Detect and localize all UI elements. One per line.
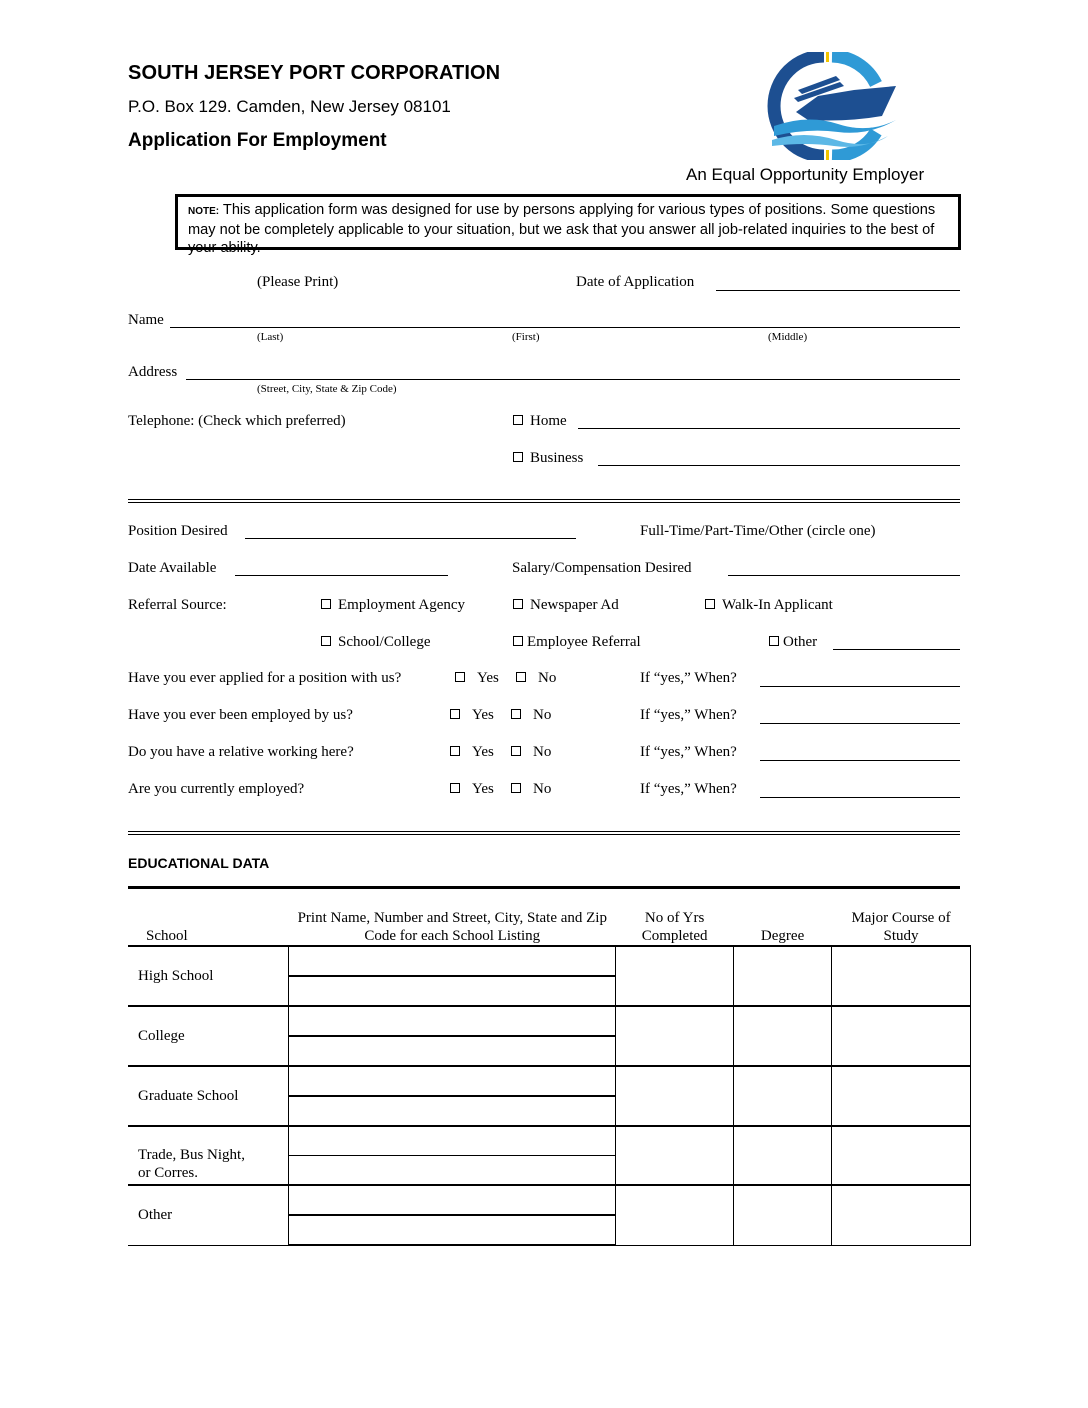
- years-completed-cell[interactable]: [616, 1066, 734, 1126]
- answer-no-option[interactable]: [511, 744, 551, 761]
- degree-cell[interactable]: [734, 1185, 832, 1245]
- logo-ship-hull: [796, 86, 896, 121]
- education-row-college: [128, 1006, 971, 1036]
- column-header-years: No of Yrs Completed: [616, 905, 734, 946]
- checkbox-icon[interactable]: [513, 636, 523, 646]
- checkbox-icon[interactable]: [511, 709, 521, 719]
- education-header-row: [128, 905, 971, 946]
- school-address-line1[interactable]: [289, 1006, 616, 1036]
- yes-label: Yes: [477, 670, 499, 686]
- checkbox-icon[interactable]: [511, 746, 521, 756]
- ship-logo-icon: [758, 52, 898, 160]
- telephone-business-label: Business: [530, 450, 584, 466]
- checkbox-icon[interactable]: [516, 672, 526, 682]
- referral-option-label: School/College: [338, 634, 431, 650]
- address-field[interactable]: [186, 379, 960, 380]
- question-currently-employed: Are you currently employed?: [128, 781, 305, 797]
- if-yes-when-label: If “yes,” When?: [640, 781, 737, 797]
- checkbox-icon[interactable]: [450, 746, 460, 756]
- answer-yes-option[interactable]: [450, 707, 494, 724]
- answer-yes-option[interactable]: [450, 781, 494, 798]
- yes-label: Yes: [472, 707, 494, 723]
- school-address-line1[interactable]: [289, 1126, 616, 1156]
- section-divider: [128, 831, 960, 835]
- question-employed-before: Have you ever been employed by us?: [128, 707, 353, 723]
- answer-no-option[interactable]: [516, 670, 556, 687]
- column-header-degree: Degree: [734, 905, 832, 946]
- question-applied-before: Have you ever applied for a position with us?: [128, 670, 402, 686]
- school-address-line2[interactable]: [289, 1215, 616, 1245]
- salary-field[interactable]: [728, 575, 960, 576]
- school-address-line1[interactable]: [289, 1066, 616, 1096]
- school-type-label: High School: [128, 946, 289, 1006]
- no-label: No: [533, 707, 552, 723]
- section-divider: [128, 499, 960, 503]
- date-available-label: Date Available: [128, 560, 217, 576]
- name-label: Name: [128, 312, 164, 328]
- checkbox-icon[interactable]: [769, 636, 779, 646]
- referral-newspaper-ad[interactable]: [513, 597, 619, 614]
- checkbox-icon[interactable]: [513, 415, 523, 425]
- company-name: SOUTH JERSEY PORT CORPORATION: [128, 62, 501, 84]
- school-type-label: College: [128, 1006, 289, 1066]
- checkbox-icon[interactable]: [513, 452, 523, 462]
- referral-school-college[interactable]: [321, 634, 431, 651]
- date-of-application-field[interactable]: [716, 290, 960, 291]
- if-yes-when-label: If “yes,” When?: [640, 670, 737, 686]
- telephone-business-option[interactable]: [513, 450, 583, 467]
- years-completed-cell[interactable]: [616, 1185, 734, 1245]
- position-desired-label: Position Desired: [128, 523, 228, 539]
- no-label: No: [538, 670, 557, 686]
- when-field[interactable]: [760, 686, 960, 687]
- major-cell[interactable]: [832, 1126, 971, 1185]
- years-completed-cell[interactable]: [616, 1126, 734, 1185]
- referral-option-label: Employment Agency: [338, 597, 466, 613]
- degree-cell[interactable]: [734, 1006, 832, 1066]
- telephone-home-label: Home: [530, 413, 567, 429]
- column-header-address: Print Name, Number and Street, City, State and Zip Code for each School Listing: [289, 905, 616, 946]
- answer-yes-option[interactable]: [455, 670, 499, 687]
- major-cell[interactable]: [832, 1185, 971, 1245]
- form-title: Application For Employment: [128, 130, 387, 151]
- yes-label: Yes: [472, 744, 494, 760]
- years-completed-cell[interactable]: [616, 1006, 734, 1066]
- referral-employment-agency[interactable]: [321, 597, 465, 614]
- answer-no-option[interactable]: [511, 781, 551, 798]
- years-completed-cell[interactable]: [616, 946, 734, 1006]
- when-field[interactable]: [760, 797, 960, 798]
- referral-option-label: Newspaper Ad: [530, 597, 619, 613]
- date-of-application-label: Date of Application: [576, 274, 695, 290]
- school-type-label: Graduate School: [128, 1066, 289, 1126]
- school-address-line2[interactable]: [289, 976, 616, 1006]
- column-header-school: School: [128, 905, 289, 946]
- major-cell[interactable]: [832, 1006, 971, 1066]
- checkbox-icon[interactable]: [321, 636, 331, 646]
- educational-data-heading: EDUCATIONAL DATA: [128, 855, 270, 871]
- checkbox-icon[interactable]: [455, 672, 465, 682]
- no-label: No: [533, 781, 552, 797]
- school-address-line1[interactable]: [289, 946, 616, 976]
- school-address-line2[interactable]: [289, 1156, 616, 1186]
- school-address-line2[interactable]: [289, 1096, 616, 1126]
- referral-other[interactable]: [769, 634, 817, 651]
- equal-opportunity-employer: An Equal Opportunity Employer: [686, 165, 925, 184]
- education-row-other: [128, 1185, 971, 1215]
- when-field[interactable]: [760, 760, 960, 761]
- education-table: [128, 905, 971, 1246]
- name-hint-last: (Last): [257, 331, 284, 343]
- checkbox-icon[interactable]: [450, 783, 460, 793]
- date-available-field[interactable]: [235, 575, 448, 576]
- checkbox-icon[interactable]: [705, 599, 715, 609]
- degree-cell[interactable]: [734, 1126, 832, 1185]
- address-hint: (Street, City, State & Zip Code): [257, 383, 397, 395]
- checkbox-icon[interactable]: [450, 709, 460, 719]
- telephone-home-field[interactable]: [578, 428, 960, 429]
- logo-accent-bottom: [826, 150, 829, 160]
- no-label: No: [533, 744, 552, 760]
- referral-option-label: Other: [783, 634, 818, 650]
- if-yes-when-label: If “yes,” When?: [640, 744, 737, 760]
- referral-option-label: Walk-In Applicant: [722, 597, 833, 613]
- telephone-label: Telephone: (Check which preferred): [128, 413, 346, 429]
- salary-label: Salary/Compensation Desired: [512, 560, 692, 576]
- note-box: [175, 194, 961, 256]
- referral-other-field[interactable]: [833, 649, 960, 650]
- column-header-major: Major Course of Study: [832, 905, 971, 946]
- school-type-label: Trade, Bus Night, or Corres.: [128, 1126, 289, 1185]
- name-hint-middle: (Middle): [768, 331, 808, 343]
- employment-type-label: Full-Time/Part-Time/Other (circle one): [640, 523, 876, 539]
- note-label: NOTE:: [188, 206, 220, 217]
- note-text: This application form was designed for use by persons applying for various types of positions. Some questions may not be completely applicable to your situation, but we ask that you answer all job-related inquiries to the best of your ability.: [188, 202, 936, 256]
- telephone-home-option[interactable]: [513, 413, 567, 430]
- answer-yes-option[interactable]: [450, 744, 494, 761]
- education-row-trade: [128, 1126, 971, 1156]
- education-row-high-school: [128, 946, 971, 976]
- position-desired-field[interactable]: [245, 538, 576, 539]
- question-relative-working: Do you have a relative working here?: [128, 744, 354, 760]
- education-row-graduate-school: [128, 1066, 971, 1096]
- answer-no-option[interactable]: [511, 707, 551, 724]
- major-cell[interactable]: [832, 946, 971, 1006]
- referral-employee-referral[interactable]: [513, 634, 641, 651]
- school-type-label: Other: [128, 1185, 289, 1245]
- school-address-line1[interactable]: [289, 1185, 616, 1215]
- name-field[interactable]: [170, 327, 960, 328]
- logo-accent-top: [826, 52, 829, 62]
- degree-cell[interactable]: [734, 1066, 832, 1126]
- yes-label: Yes: [472, 781, 494, 797]
- referral-option-label: Employee Referral: [527, 634, 641, 650]
- degree-cell[interactable]: [734, 946, 832, 1006]
- checkbox-icon[interactable]: [513, 599, 523, 609]
- referral-source-label: Referral Source:: [128, 597, 227, 613]
- name-hint-first: (First): [512, 331, 540, 343]
- section-divider-thick: [128, 886, 960, 889]
- telephone-business-field[interactable]: [598, 465, 960, 466]
- referral-walk-in[interactable]: [705, 597, 833, 614]
- major-cell[interactable]: [832, 1066, 971, 1126]
- please-print-label: (Please Print): [257, 274, 339, 290]
- when-field[interactable]: [760, 723, 960, 724]
- company-address: P.O. Box 129. Camden, New Jersey 08101: [128, 97, 451, 116]
- address-label: Address: [128, 364, 178, 380]
- school-address-line2[interactable]: [289, 1036, 616, 1066]
- if-yes-when-label: If “yes,” When?: [640, 707, 737, 723]
- checkbox-icon[interactable]: [511, 783, 521, 793]
- checkbox-icon[interactable]: [321, 599, 331, 609]
